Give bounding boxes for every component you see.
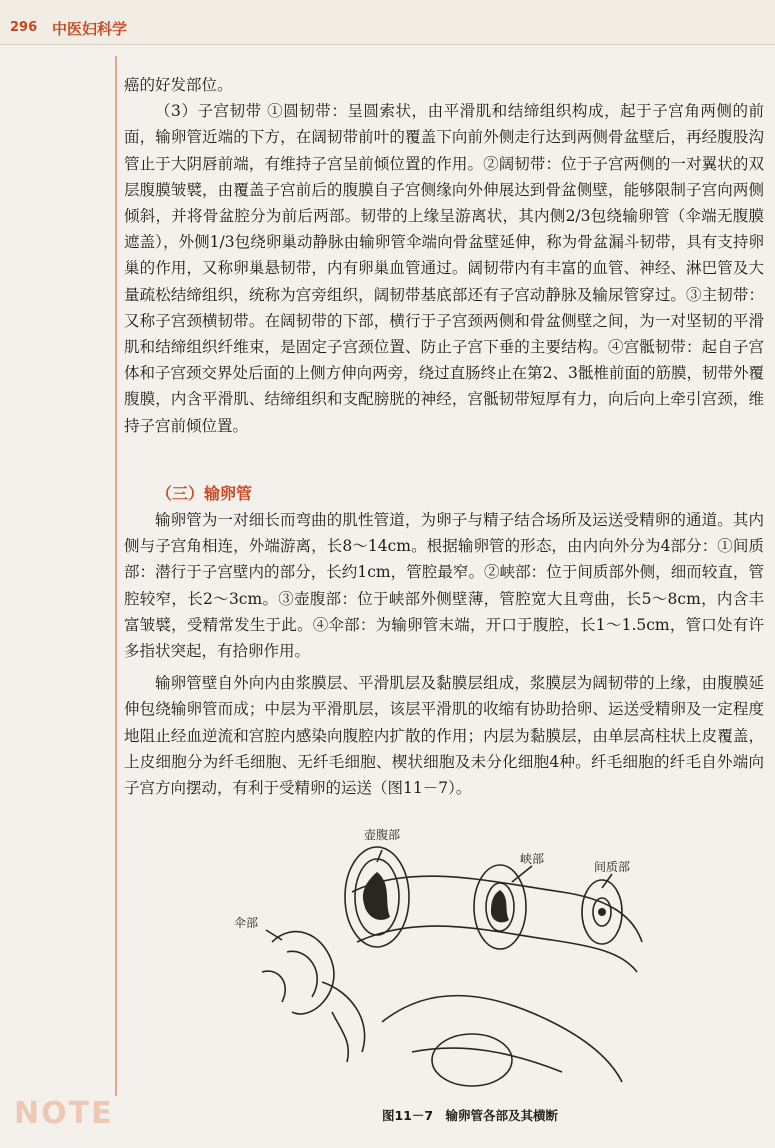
figure-caption: 图11－7 输卵管各部及其横断	[381, 1108, 559, 1123]
tube-block	[124, 507, 764, 801]
note-logo: NOTE	[14, 1096, 114, 1131]
paragraph-tube-parts: 输卵管为一对细长而弯曲的肌性管道，为卵子与精子结合场所及运送受精卵的通道。其内侧与子宫角相连，外端游离，长8～14cm。根据输卵管的形态，由内向外分为4部分：①间质部：潜行于子宫壁内的部分，长约1cm，管腔最窄。②峡部：位于间质部外侧，细而较直，管腔较窄，长2～3cm。③壶腹部：位于峡部外侧壁薄，管腔宽大且弯曲，长5～8cm，内含丰富皱襞，受精常发生于此。④伞部：为输卵管末端，开口于腹腔，长1～1.5cm，管口处有许多指状突起，有拾卵作用。	[124, 511, 764, 661]
page-number: 296	[10, 20, 38, 35]
paragraph-tube-wall: 输卵管壁自外向内由浆膜层、平滑肌层及黏膜层组成，浆膜层为阔韧带的上缘，由腹膜延伸包绕输卵管而成；中层为平滑肌层，该层平滑肌的收缩有协助拾卵、运送受精卵及一定程度地阻止经血逆流和宫腔内感染向腹腔内扩散的作用；内层为黏膜层，由单层高柱状上皮覆盖，上皮细胞分为纤毛细胞、无纤毛细胞、楔状细胞及未分化细胞4种。纤毛细胞的纤毛自外端向子宫方向摆动，有利于受精卵的运送（图11－7）。	[124, 674, 764, 798]
fallopian-tube-illustration	[232, 822, 652, 1094]
label-ampulla: 壶腹部	[364, 828, 401, 842]
ligaments-block	[124, 72, 764, 439]
header-divider	[0, 44, 775, 45]
margin-rule	[115, 56, 117, 1096]
label-interstitial: 间质部	[594, 860, 631, 874]
section-heading: （三）输卵管	[156, 484, 253, 503]
fallopian-tube-figure	[232, 822, 652, 1094]
continuation-line: 癌的好发部位。	[124, 76, 233, 94]
paragraph-ligaments: （3）子宫韧带 ①圆韧带：呈圆索状，由平滑肌和结缔组织构成，起于子宫角两侧的前面，输卵管近端的下方，在阔韧带前叶的覆盖下向前外侧走行达到两侧骨盆壁后，再经腹股沟管止于大阴唇前端，有维持子宫呈前倾位置的作用。②阔韧带：位于子宫两侧的一对翼状的双层腹膜皱襞，由覆盖子宫前后的腹膜自子宫侧缘向外伸展达到骨盆侧壁，能够限制子宫向两侧倾斜，并将骨盆腔分为前后两部。韧带的上缘呈游离状，其内侧2/3包绕输卵管（伞端无腹膜遮盖），外侧1/3包绕卵巢动静脉由输卵管伞端向骨盆壁延伸，称为骨盆漏斗韧带，具有支持卵巢的作用，又称卵巢悬韧带，内有卵巢血管通过。阔韧带内有丰富的血管、神经、淋巴管及大量疏松结缔组织，统称为宫旁组织，阔韧带基底部还有子宫动静脉及输尿管穿过。③主韧带：又称子宫颈横韧带。在阔韧带的下部，横行于子宫颈两侧和骨盆侧壁之间，为一对坚韧的平滑肌和结缔组织纤维束，是固定子宫颈位置、防止子宫下垂的主要结构。④宫骶韧带：起自子宫体和子宫颈交界处后面的上侧方伸向两旁，绕过直肠终止在第2、3骶椎前面的筋膜，韧带外覆腹膜，内含平滑肌、结缔组织和支配膀胱的神经，宫骶韧带短厚有力，向后向上牵引宫颈，维持子宫前倾位置。	[124, 102, 764, 435]
label-isthmus: 峡部	[520, 852, 545, 866]
label-fimbria: 伞部	[234, 916, 259, 930]
book-title: 中医妇科学	[52, 20, 128, 38]
